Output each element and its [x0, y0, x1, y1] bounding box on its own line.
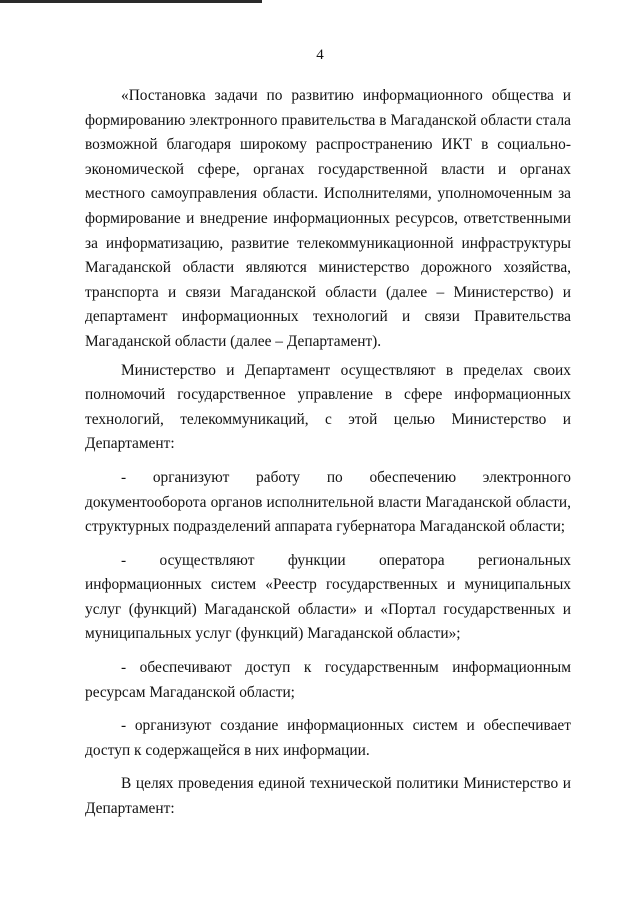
paragraph-technical-policy: В целях проведения единой технической политики Министерство и Департамент: — [85, 775, 571, 818]
document-body — [85, 84, 571, 822]
list-item-systems-creation: - организуют создание информационных систем и обеспечивает доступ к содержащейся в них информации. — [85, 717, 571, 759]
list-item-resource-access: - обеспечивают доступ к государственным информационным ресурсам Магаданской области; — [85, 659, 571, 701]
paragraph-authority: Министерство и Департамент осуществляют в пределах своих полномочий государственное управление в сфере информационных технологий, телекоммуникаций, с этой целью Министерство и Департамент: — [85, 361, 571, 453]
list-item-operator-functions: - осуществляют функции оператора региональных информационных систем «Реестр государственных и муниципальных услуг (функций) Магаданской области» и «Портал государственных и муниципальных услуг (функций) Магаданской области»; — [85, 551, 571, 643]
page-number: 4 — [316, 47, 324, 63]
top-rule — [0, 0, 262, 3]
list-item-document-flow: - организуют работу по обеспечению электронного документооборота органов исполнительной власти Магаданской области, структурных подразделений аппарата губернатора Магаданской области; — [85, 468, 571, 536]
paragraph-intro: «Постановка задачи по развитию информационного общества и формированию электронного правительства в Магаданской области стала возможной благодаря широкому распространению ИКТ в социально-экономической сфере, органах государственной власти и органах местного самоуправления области. Исполнителями, уполномоченным за формирование и внедрение информационных ресурсов, ответственными за информатизацию, развитие телекоммуникационной инфраструктуры Магаданской области являются министерство дорожного хозяйства, транспорта и связи Магаданской области (далее – Министерство) и департамент информационных технологий и связи Правительства Магаданской области (далее – Департамент). — [85, 87, 571, 350]
